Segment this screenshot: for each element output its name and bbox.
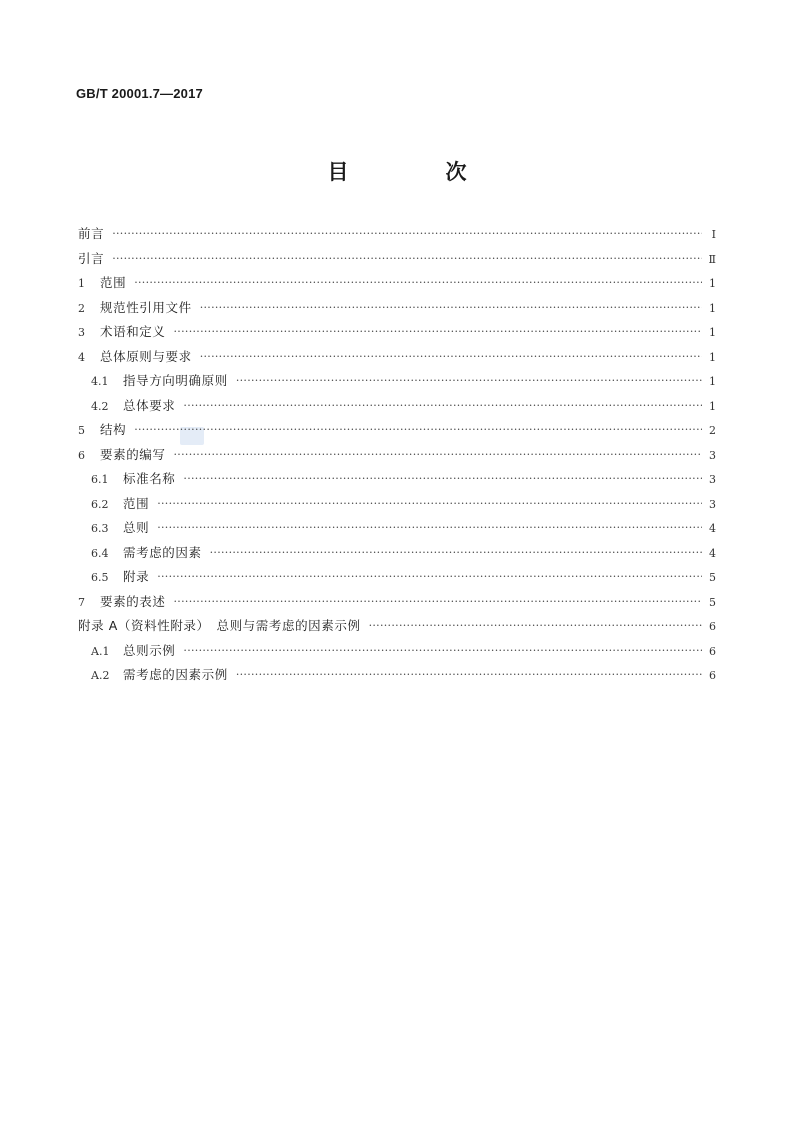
toc-entry-label: 结构: [100, 422, 127, 437]
toc-leader-dots: [112, 224, 702, 244]
toc-entry-label: 附录: [123, 569, 150, 584]
toc-leader-dots: [157, 567, 702, 587]
toc-entry-number: 4.2: [91, 399, 109, 413]
toc-entry-label: 范围: [100, 275, 127, 290]
toc-entry-label: 总体原则与要求: [100, 348, 192, 364]
toc-entry-label: 前言: [78, 226, 105, 241]
toc-entry-label: 范围: [123, 495, 150, 511]
toc-page-number: 3: [709, 473, 716, 486]
toc-page-number: 4: [709, 546, 716, 560]
toc-leader-dots: [210, 543, 702, 563]
toc-entry-4[interactable]: [78, 347, 716, 367]
toc-entry-number: 6.4: [91, 546, 109, 560]
toc-page-number: 6: [709, 669, 716, 682]
toc-entry-a-1[interactable]: [78, 641, 716, 661]
toc-entry-number: 6.2: [91, 497, 109, 511]
toc-entry-2[interactable]: [78, 298, 716, 318]
toc-entry-label: 引言: [78, 250, 105, 266]
toc-entry-label: 需考虑的因素示例: [123, 667, 228, 682]
toc-entry-4-2[interactable]: [78, 396, 716, 416]
toc-leader-dots: [174, 592, 702, 612]
toc-entry-number: 4: [78, 350, 85, 364]
toc-page-number: 6: [709, 644, 716, 658]
toc-leader-dots: [112, 249, 702, 269]
toc-entry-number: 6.1: [91, 473, 109, 486]
toc-entry-6-4[interactable]: [78, 543, 716, 563]
toc-entry-foreword[interactable]: [78, 224, 716, 244]
toc-entry-label: 附录 A（资料性附录） 总则与需考虑的因素示例: [78, 618, 361, 633]
toc-entry-6-5[interactable]: [78, 567, 716, 587]
toc-entry-1[interactable]: [78, 273, 716, 293]
toc-entry-6-1[interactable]: [78, 469, 716, 489]
toc-leader-dots: [200, 347, 702, 367]
toc-entry-label: 指导方向明确原则: [123, 373, 228, 388]
toc-entry-label: 要素的表述: [100, 593, 166, 609]
toc-leader-dots: [157, 494, 702, 514]
toc-entry-number: 3: [78, 326, 85, 339]
toc-entry-4-1[interactable]: [78, 371, 716, 391]
toc-leader-dots: [174, 445, 702, 465]
toc-leader-dots: [369, 616, 702, 636]
toc-leader-dots: [174, 322, 702, 342]
toc-entry-6[interactable]: [78, 445, 716, 465]
toc-page-number: 5: [709, 595, 716, 609]
toc-page-number: 4: [709, 522, 716, 535]
toc-entry-5[interactable]: [78, 420, 716, 440]
toc-entry-label: 规范性引用文件: [100, 299, 192, 315]
toc-leader-dots: [157, 518, 702, 538]
toc-entry-number: 6: [78, 448, 85, 462]
toc-page-number: 3: [709, 448, 716, 462]
toc-entry-label: 总则示例: [123, 642, 176, 658]
toc-entry-introduction[interactable]: [78, 249, 716, 269]
toc-entry-label: 标准名称: [123, 471, 176, 486]
toc-entry-number: 5: [78, 424, 85, 437]
toc-leader-dots: [236, 371, 702, 391]
toc-leader-dots: [183, 469, 702, 489]
toc-entry-number: 6.5: [91, 571, 109, 584]
toc-entry-6-2[interactable]: [78, 494, 716, 514]
toc-page-number: Ⅱ: [708, 252, 716, 266]
toc-entry-a-2[interactable]: [78, 665, 716, 685]
toc-entry-number: A.1: [91, 644, 110, 658]
toc-entry-appendix-a[interactable]: [78, 616, 716, 636]
toc-page-number: 1: [709, 350, 716, 364]
toc-leader-dots: [200, 298, 702, 318]
toc-entry-label: 需考虑的因素: [123, 544, 202, 560]
toc-entry-label: 术语和定义: [100, 324, 166, 339]
toc-leader-dots: [183, 396, 702, 416]
toc-page-number: 2: [709, 424, 716, 437]
toc-entry-number: 4.1: [91, 375, 109, 388]
toc-leader-dots: [134, 273, 702, 293]
toc-page-number: 1: [709, 301, 716, 315]
toc-entry-label: 要素的编写: [100, 446, 166, 462]
toc-page-number: Ⅰ: [711, 228, 716, 241]
toc-page-number: 1: [709, 375, 716, 388]
toc-page-number: 1: [709, 326, 716, 339]
toc-entry-label: 总体要求: [123, 397, 176, 413]
toc-page-number: 1: [709, 399, 716, 413]
toc-leader-dots: [134, 420, 702, 440]
page-title: 目 次: [327, 160, 505, 184]
toc-entry-number: 1: [78, 277, 85, 290]
toc-leader-dots: [236, 665, 702, 685]
toc-entry-label: 总则: [123, 520, 150, 535]
toc-page-number: 3: [709, 497, 716, 511]
toc-page-number: 1: [709, 277, 716, 290]
toc-entry-7[interactable]: [78, 592, 716, 612]
toc-entry-number: 2: [78, 301, 85, 315]
toc-entry-number: 7: [78, 595, 85, 609]
toc-entry-6-3[interactable]: [78, 518, 716, 538]
toc-entry-number: A.2: [91, 669, 110, 682]
toc-entry-3[interactable]: [78, 322, 716, 342]
toc-leader-dots: [183, 641, 702, 661]
document-code: GB/T 20001.7—2017: [76, 86, 203, 101]
toc-page-number: 5: [709, 571, 716, 584]
toc-entry-number: 6.3: [91, 522, 109, 535]
toc-page-number: 6: [709, 620, 716, 633]
